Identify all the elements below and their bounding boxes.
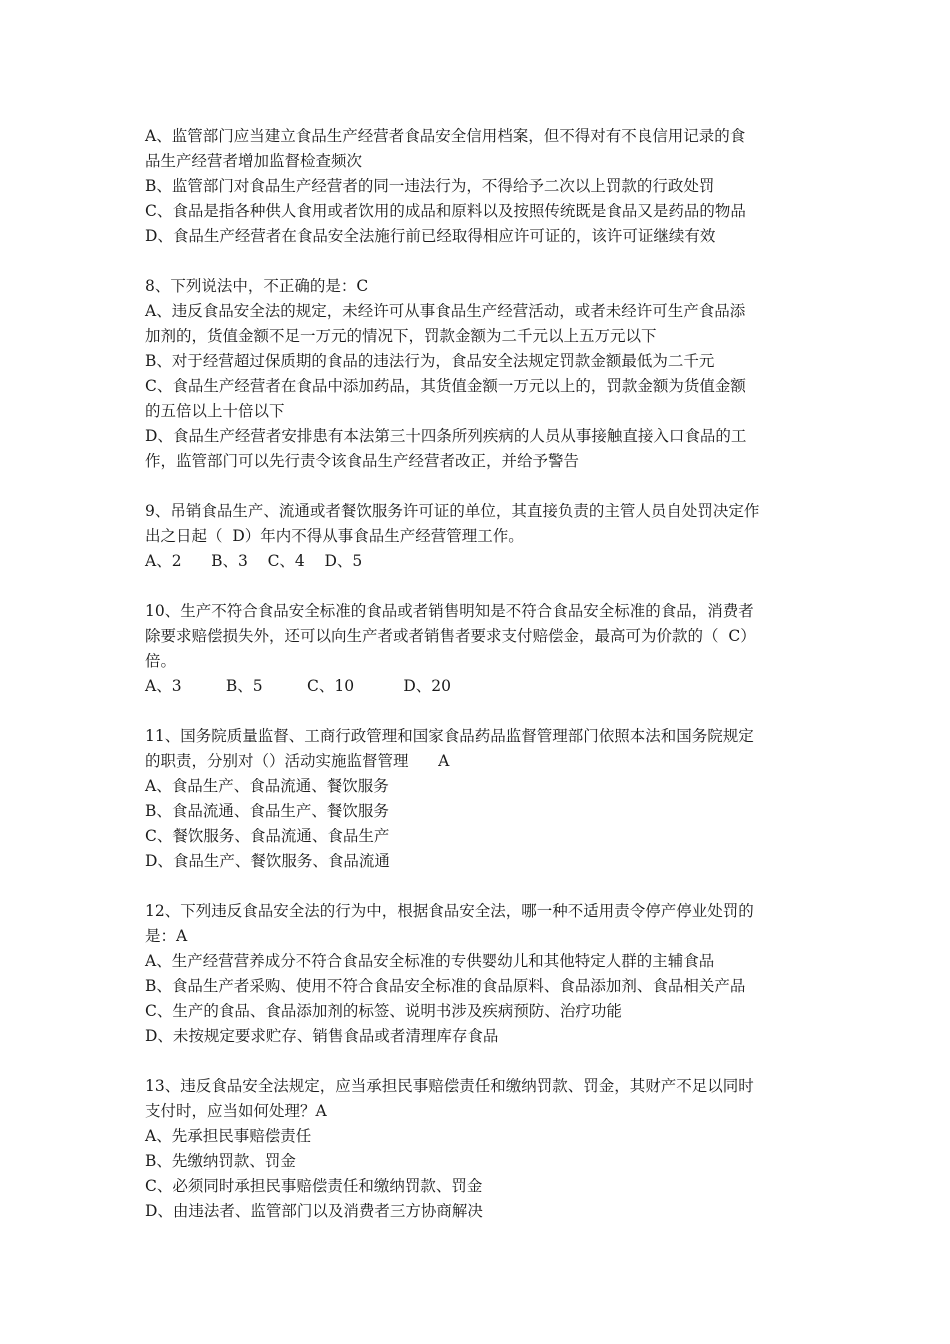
question-text: 13、违反食品安全法规定，应当承担民事赔偿责任和缴纳罚款、罚金，其财产不足以同时 [145,1077,754,1095]
text-line: A、违反食品安全法的规定，未经许可从事食品生产经营活动，或者未经许可生产食品添 [145,302,746,320]
question-text: 10、生产不符合食品安全标准的食品或者销售明知是不符合食品安全标准的食品，消费者 [145,602,754,620]
text-line: D、食品生产经营者在食品安全法施行前已经取得相应许可证的，该许可证继续有效 [145,227,716,245]
text-line: B、监管部门对食品生产经营者的同一违法行为，不得给予二次以上罚款的行政处罚 [145,177,715,195]
text-line: 是：A [145,927,188,945]
text-line: 的职责，分别对（）活动实施监督管理 A [145,752,450,770]
option-b: B、先缴纳罚款、罚金 [145,1152,296,1170]
text-line: A、监管部门应当建立食品生产经营者食品安全信用档案，但不得对有不良信用记录的食 [145,127,746,145]
option-a: A、生产经营营养成分不符合食品安全标准的专供婴幼儿和其他特定人群的主辅食品 [145,952,715,970]
question-9 [145,499,809,574]
question-8 [145,274,809,474]
question-11 [145,724,809,874]
option-c: C、餐饮服务、食品流通、食品生产 [145,827,390,845]
text-line: 除要求赔偿损失外，还可以向生产者或者销售者要求支付赔偿金，最高可为价款的（ C） [145,627,756,645]
option-d: D、由违法者、监管部门以及消费者三方协商解决 [145,1202,483,1220]
text-line: D、食品生产经营者安排患有本法第三十四条所列疾病的人员从事接触直接入口食品的工 [145,427,747,445]
question-text: 11、国务院质量监督、工商行政管理和国家食品药品监督管理部门依照本法和国务院规定 [145,727,754,745]
text-line: 出之日起（ D）年内不得从事食品生产经营管理工作。 [145,527,524,545]
text-line: C、食品是指各种供人食用或者饮用的成品和原料以及按照传统既是食品又是药品的物品 [145,202,746,220]
question-text: 9、吊销食品生产、流通或者餐饮服务许可证的单位，其直接负责的主管人员自处罚决定作 [145,502,760,520]
question-12 [145,899,809,1049]
option-d: D、食品生产、餐饮服务、食品流通 [145,852,390,870]
option-a: A、食品生产、食品流通、餐饮服务 [145,777,389,795]
text-line: 品生产经营者增加监督检查频次 [145,152,363,170]
document-page [145,124,809,1249]
option-c: C、必须同时承担民事赔偿责任和缴纳罚款、罚金 [145,1177,483,1195]
question-7-options [145,124,809,249]
text-line: 支付时，应当如何处理？A [145,1102,327,1120]
text-line: 作，监管部门可以先行责令该食品生产经营者改正，并给予警告 [145,452,580,470]
options-line: A、2 B、3 C、4 D、5 [145,552,363,570]
question-text: 12、下列违反食品安全法的行为中，根据食品安全法，哪一种不适用责令停产停业处罚的 [145,902,754,920]
option-c: C、生产的食品、食品添加剂的标签、说明书涉及疾病预防、治疗功能 [145,1002,622,1020]
option-b: B、食品流通、食品生产、餐饮服务 [145,802,389,820]
text-line: 加剂的，货值金额不足一万元的情况下，罚款金额为二千元以上五万元以下 [145,327,657,345]
text-line: C、食品生产经营者在食品中添加药品，其货值金额一万元以上的，罚款金额为货值金额 [145,377,746,395]
text-line: 倍。 [145,652,177,670]
question-text: 8、下列说法中，不正确的是：C [145,277,369,295]
option-d: D、未按规定要求贮存、销售食品或者清理库存食品 [145,1027,499,1045]
question-13 [145,1074,809,1224]
question-10 [145,599,809,699]
option-a: A、先承担民事赔偿责任 [145,1127,312,1145]
option-b: B、食品生产者采购、使用不符合食品安全标准的食品原料、食品添加剂、食品相关产品 [145,977,746,995]
options-line: A、3 B、5 C、10 D、20 [145,677,451,695]
text-line: B、对于经营超过保质期的食品的违法行为，食品安全法规定罚款金额最低为二千元 [145,352,715,370]
text-line: 的五倍以上十倍以下 [145,402,285,420]
